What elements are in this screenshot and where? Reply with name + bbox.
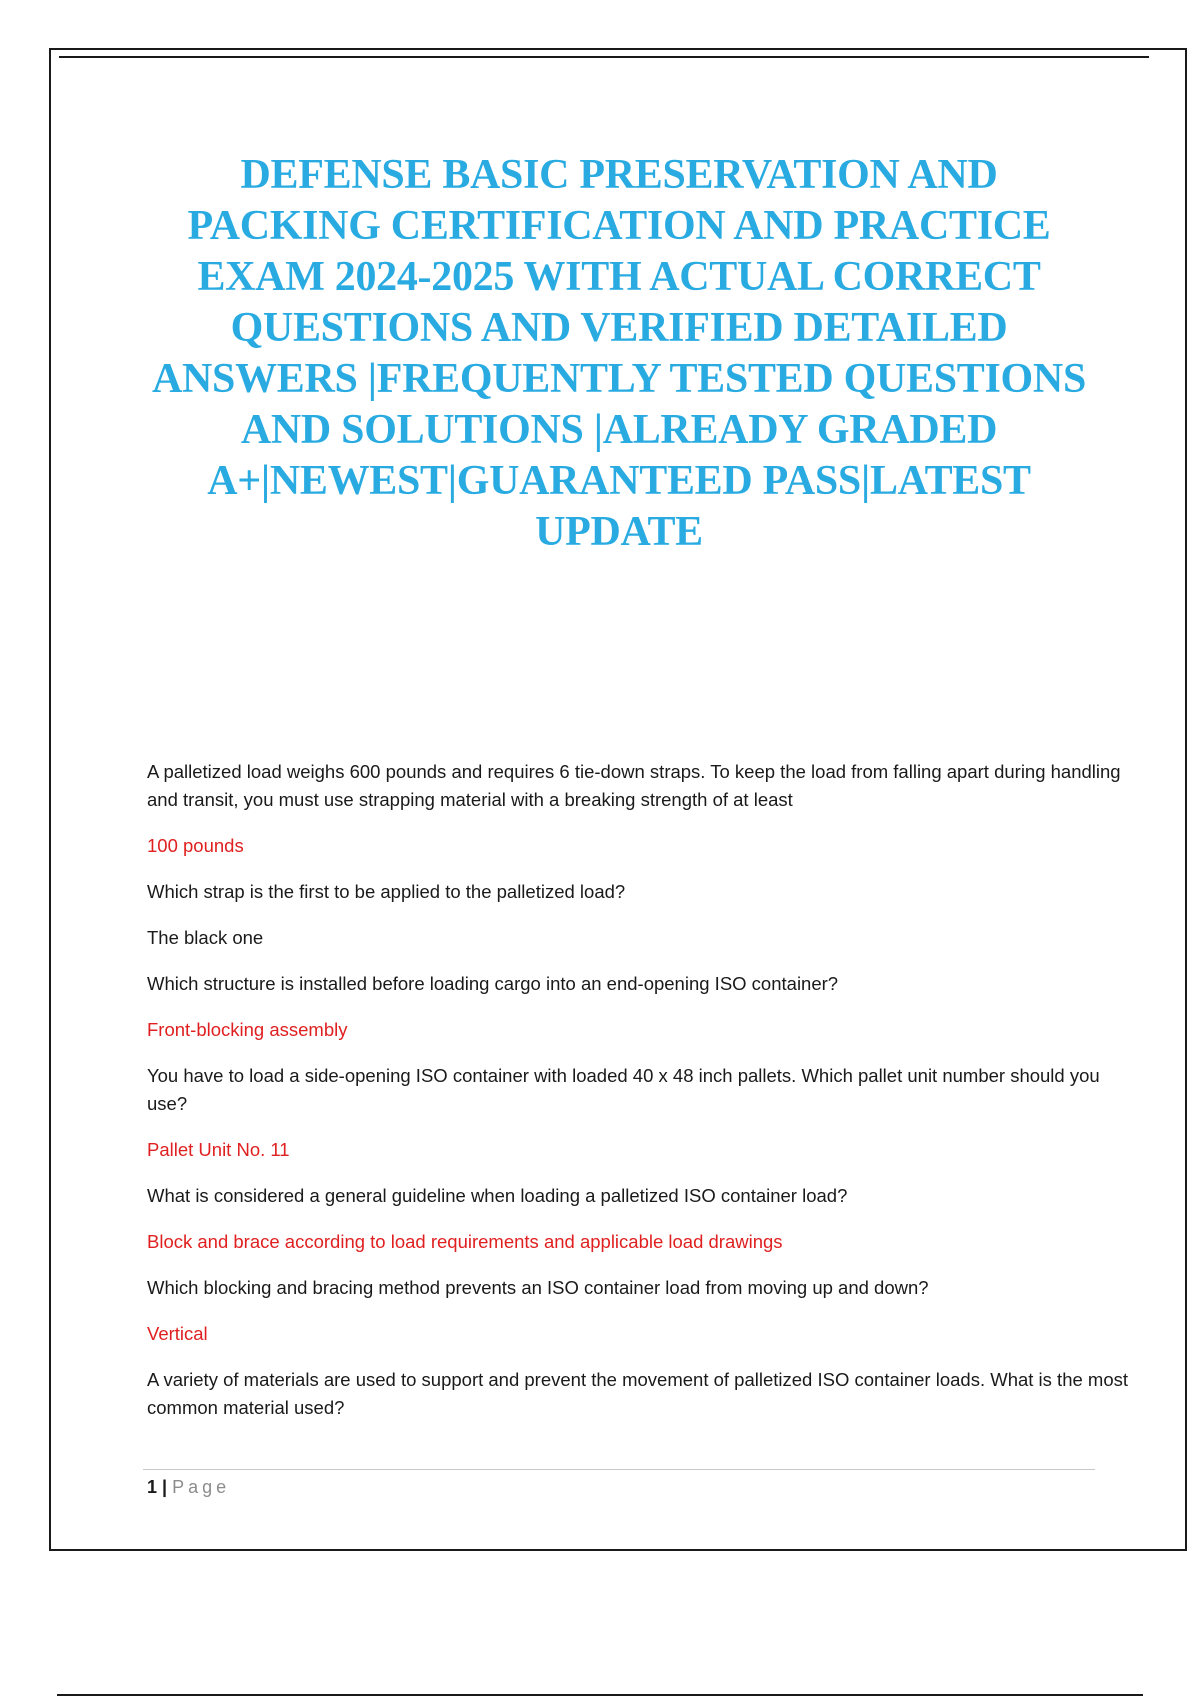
document-page [49, 48, 1187, 1551]
question-text: You have to load a side-opening ISO container with loaded 40 x 48 inch pallets. Which pallet unit number should you use? [147, 1065, 1100, 1114]
question-text: A palletized load weighs 600 pounds and requires 6 tie-down straps. To keep the load from falling apart during handling and transit, you must use strapping material with a breaking strength of at least [147, 761, 1121, 810]
page-footer [147, 1475, 230, 1499]
answer-text: The black one [147, 927, 264, 948]
question-text: Which strap is the first to be applied to the palletized load? [147, 881, 626, 902]
page-label: Page [172, 1477, 231, 1497]
qa-list [147, 758, 1137, 1440]
footer-rule [143, 1469, 1095, 1470]
page-number: 1 [147, 1477, 158, 1497]
question-text: What is considered a general guideline when loading a palletized ISO container load? [147, 1185, 848, 1206]
question-text: Which blocking and bracing method prevents an ISO container load from moving up and down? [147, 1277, 929, 1298]
answer-text: Vertical [147, 1323, 208, 1344]
answer-text: Front-blocking assembly [147, 1019, 348, 1040]
top-rule [59, 56, 1149, 58]
next-page-top-rule [57, 1694, 1143, 1696]
footer-separator: | [162, 1477, 168, 1497]
question-text: Which structure is installed before loading cargo into an end-opening ISO container? [147, 973, 839, 994]
answer-text: Block and brace according to load requirements and applicable load drawings [147, 1231, 783, 1252]
question-text: A variety of materials are used to support and prevent the movement of palletized ISO container loads. What is the most common material used? [147, 1369, 1129, 1418]
answer-text: 100 pounds [147, 835, 244, 856]
answer-text: Pallet Unit No. 11 [147, 1139, 290, 1160]
document-title: DEFENSE BASIC PRESERVATION AND PACKING CERTIFICATION AND PRACTICE EXAM 2024-2025 WITH ACTUAL CORRECT QUESTIONS AND VERIFIED DETAILED ANSWERS |FREQUENTLY TESTED QUESTIONS AND SOLUTIONS |ALREADY GRADED A+|NEWEST|GUARANTEED PASS|LATEST UPDATE [151, 152, 1087, 555]
